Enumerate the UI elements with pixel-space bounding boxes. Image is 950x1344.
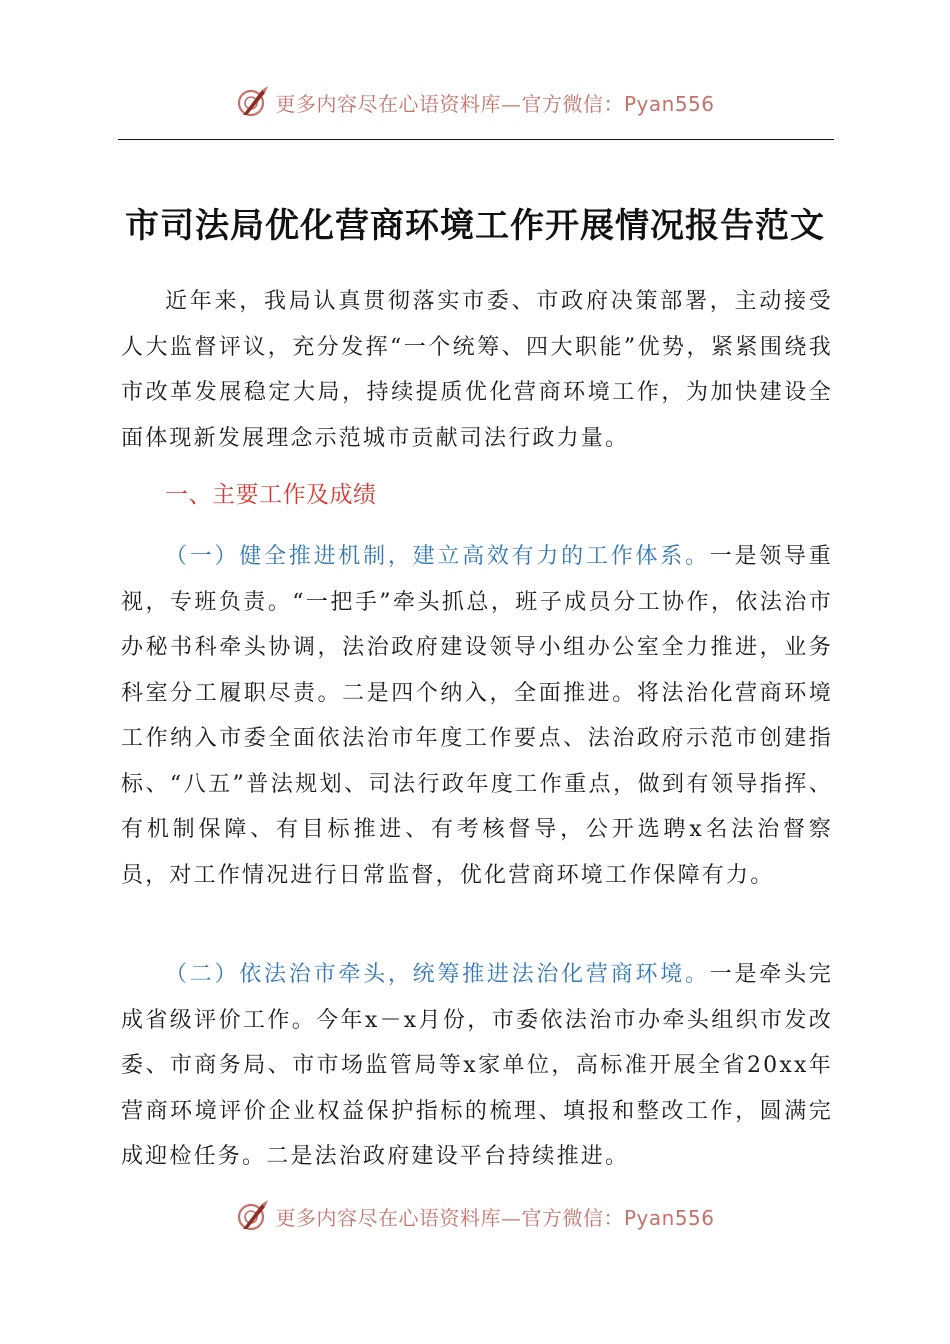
footer-banner — [0, 1196, 950, 1236]
intro-paragraph: 近年来，我局认真贯彻落实市委、市政府决策部署，主动接受人大监督评议，充分发挥“一个统筹、四大职能”优势，紧紧围绕我市改革发展稳定大局，持续提质优化营商环境工作，为加快建设全面体现新发展理念示范城市贡献司法行政力量。 — [121, 289, 833, 451]
header-divider — [118, 139, 834, 140]
wechat-id: Pyan556 — [623, 91, 715, 116]
sub2-body: 一是牵头完成省级评价工作。今年x－x月份，市委依法治市办牵头组织市发改委、市商务局、市市场监管局等x家单位，高标准开展全省20xx年营商环境评价企业权益保护指标的梳理、填报和整改工作，圆满完成迎检任务。二是法治政府建设平台持续推进。 — [121, 962, 833, 1169]
paragraph-sub1 — [121, 534, 833, 898]
wechat-id-footer: Pyan556 — [623, 1205, 715, 1230]
paragraph-sub2 — [121, 952, 833, 1180]
banner-label: 更多内容尽在心语资料库—官方微信： — [275, 91, 624, 116]
quill-logo-icon — [235, 85, 269, 119]
sub1-body: 一是领导重视，专班负责。“一把手”牵头抓总，班子成员分工协作，依法治市办秘书科牵头协调，法治政府建设领导小组办公室全力推进，业务科室分工履职尽责。二是四个纳入，全面推进。将法治化营商环境工作纳入市委全面依法治市年度工作要点、法治政府示范市创建指标、“八五”普法规划、司法行政年度工作重点，做到有领导指挥、有机制保障、有目标推进、有考核督导，公开选聘x名法治督察员，对工作情况进行日常监督，优化营商环境工作保障有力。 — [121, 544, 833, 888]
banner-content — [235, 85, 714, 119]
quill-logo-icon — [235, 1199, 269, 1233]
subheading-2: （二）依法治市牵头，统筹推进法治化营商环境。 — [165, 962, 710, 987]
section-heading: 一、主要工作及成绩 — [165, 482, 377, 508]
header-banner — [0, 82, 950, 122]
subheading-1: （一）健全推进机制，建立高效有力的工作体系。 — [165, 544, 710, 569]
document-title: 市司法局优化营商环境工作开展情况报告范文 — [125, 206, 825, 246]
banner-label-footer: 更多内容尽在心语资料库—官方微信： — [275, 1205, 624, 1230]
banner-content-footer — [235, 1199, 714, 1233]
banner-text-footer — [275, 1202, 714, 1231]
banner-text — [275, 88, 714, 117]
